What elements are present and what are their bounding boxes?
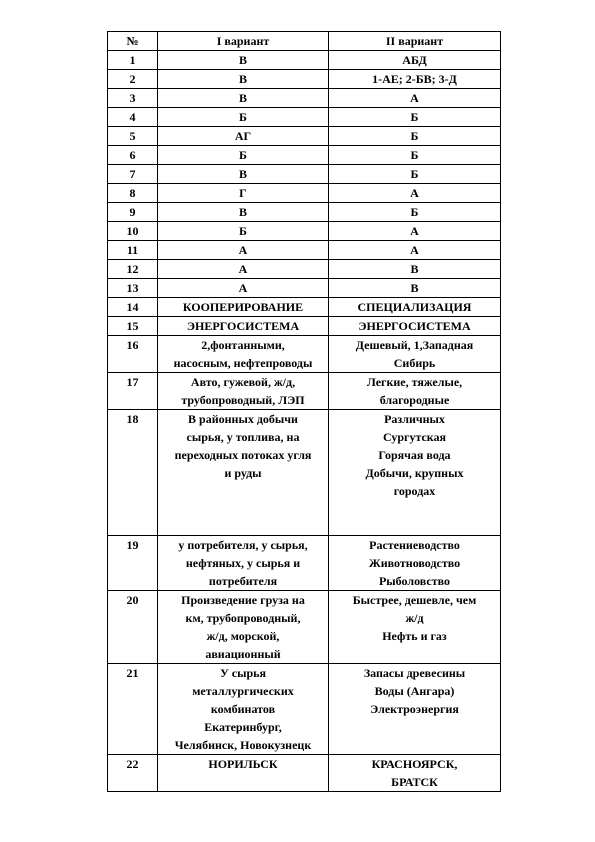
variant-2-answer xyxy=(329,536,501,591)
variant-1-answer xyxy=(158,165,329,184)
answer-line: КООПЕРИРОВАНИЕ xyxy=(182,300,304,314)
row-number: 14 xyxy=(108,298,158,317)
variant-1-answer xyxy=(158,51,329,70)
answer-line: Запасы древесины xyxy=(363,666,466,680)
answer-line: трубопроводный, ЛЭП xyxy=(181,393,305,407)
variant-1-answer xyxy=(158,591,329,664)
variant-1-answer xyxy=(158,279,329,298)
variant-2-answer xyxy=(329,108,501,127)
answer-line: Быстрее, дешевле, чем xyxy=(352,593,477,607)
row-number: 4 xyxy=(108,108,158,127)
answer-line: В xyxy=(238,91,247,105)
answer-line: А xyxy=(410,243,419,257)
answer-line: благородные xyxy=(379,393,450,407)
answer-line: ж/д xyxy=(405,611,424,625)
answer-line: ЭНЕРГОСИСТЕМА xyxy=(358,319,471,333)
table-row xyxy=(108,298,501,317)
answer-line: А xyxy=(410,91,419,105)
variant-1-answer xyxy=(158,127,329,146)
row-number: 3 xyxy=(108,89,158,108)
variant-1-answer xyxy=(158,89,329,108)
variant-2-answer xyxy=(329,241,501,260)
answer-line: Б xyxy=(410,110,419,124)
answer-line: 1-АЕ; 2-БВ; 3-Д xyxy=(372,72,457,86)
variant-2-answer xyxy=(329,298,501,317)
header-number: № xyxy=(108,32,158,51)
table-row xyxy=(108,165,501,184)
answer-line: АБД xyxy=(402,53,427,67)
answer-line: В xyxy=(238,205,247,219)
answer-line: км, трубопроводный, xyxy=(185,611,301,625)
variant-2-answer xyxy=(329,410,501,536)
variant-2-answer xyxy=(329,222,501,241)
answer-line: НОРИЛЬСК xyxy=(208,757,278,771)
variant-2-answer xyxy=(329,317,501,336)
table-row xyxy=(108,146,501,165)
answer-line: Б xyxy=(239,110,247,124)
answer-line: Воды (Ангара) xyxy=(374,684,455,698)
answer-line: Б xyxy=(410,129,419,143)
header-variant-1: I вариант xyxy=(158,32,329,51)
variant-1-answer xyxy=(158,108,329,127)
answer-line: А xyxy=(410,224,419,238)
table-row xyxy=(108,89,501,108)
answer-line: КРАСНОЯРСК, xyxy=(371,757,458,771)
answer-line: ЭНЕРГОСИСТЕМА xyxy=(186,319,300,333)
table-row xyxy=(108,755,501,792)
table-row xyxy=(108,203,501,222)
row-number: 22 xyxy=(108,755,158,792)
table-row xyxy=(108,184,501,203)
table-row xyxy=(108,222,501,241)
variant-1-answer xyxy=(158,536,329,591)
answer-line: Рыболовство xyxy=(378,574,451,588)
row-number: 9 xyxy=(108,203,158,222)
row-number: 11 xyxy=(108,241,158,260)
row-number: 7 xyxy=(108,165,158,184)
variant-1-answer xyxy=(158,222,329,241)
answer-line: Г xyxy=(239,186,247,200)
variant-2-answer xyxy=(329,591,501,664)
answer-line: В xyxy=(410,281,419,295)
answer-line: потребителя xyxy=(208,574,278,588)
variant-1-answer xyxy=(158,664,329,755)
answer-line: Нефть и газ xyxy=(382,629,447,643)
variant-2-answer xyxy=(329,51,501,70)
answer-line: Б xyxy=(410,167,419,181)
answer-line: А xyxy=(410,186,419,200)
answer-line: металлургических xyxy=(192,684,294,698)
answer-line: Добычи, крупных xyxy=(365,466,464,480)
row-number: 21 xyxy=(108,664,158,755)
row-number: 2 xyxy=(108,70,158,89)
table-row xyxy=(108,373,501,410)
row-number: 10 xyxy=(108,222,158,241)
variant-1-answer xyxy=(158,373,329,410)
table-row xyxy=(108,127,501,146)
variant-1-answer xyxy=(158,298,329,317)
variant-2-answer xyxy=(329,127,501,146)
answer-line: Горячая вода xyxy=(378,448,451,462)
answer-line: СПЕЦИАЛИЗАЦИЯ xyxy=(357,300,472,314)
answer-line: нефтяных, у сырья и xyxy=(185,556,301,570)
answer-line: Различных xyxy=(384,412,445,426)
row-number: 13 xyxy=(108,279,158,298)
answer-line: А xyxy=(238,243,248,257)
variant-2-answer xyxy=(329,279,501,298)
table-row xyxy=(108,664,501,755)
answer-line: сырья, у топлива, на xyxy=(186,430,300,444)
answer-line: Легкие, тяжелые, xyxy=(366,375,463,389)
answer-line: насосным, нефтепроводы xyxy=(173,356,313,370)
header-row xyxy=(108,32,501,51)
variant-1-answer xyxy=(158,317,329,336)
answer-line: Б xyxy=(239,148,247,162)
answer-line: БРАТСК xyxy=(391,775,438,789)
row-number: 6 xyxy=(108,146,158,165)
row-number: 19 xyxy=(108,536,158,591)
answer-line: и руды xyxy=(224,466,262,480)
answer-line: Б xyxy=(410,205,419,219)
row-number: 15 xyxy=(108,317,158,336)
answer-line: Сургутская xyxy=(382,430,447,444)
table-row xyxy=(108,241,501,260)
variant-1-answer xyxy=(158,260,329,279)
variant-1-answer xyxy=(158,70,329,89)
table-row xyxy=(108,260,501,279)
table-row xyxy=(108,279,501,298)
answer-line: Произведение груза на xyxy=(181,593,305,607)
variant-2-answer xyxy=(329,260,501,279)
variant-2-answer xyxy=(329,184,501,203)
variant-2-answer xyxy=(329,70,501,89)
variant-2-answer xyxy=(329,336,501,373)
variant-1-answer xyxy=(158,203,329,222)
answer-line: В xyxy=(238,72,247,86)
variant-1-answer xyxy=(158,241,329,260)
variant-2-answer xyxy=(329,89,501,108)
answer-line: Животноводство xyxy=(368,556,461,570)
variant-1-answer xyxy=(158,410,329,536)
answer-line: АГ xyxy=(234,129,252,143)
answer-table xyxy=(107,31,501,792)
answer-line: 2,фонтанными, xyxy=(201,338,285,352)
row-number: 18 xyxy=(108,410,158,536)
variant-2-answer xyxy=(329,755,501,792)
answer-line: Сибирь xyxy=(393,356,436,370)
table-row xyxy=(108,410,501,536)
answer-line: авиационный xyxy=(205,647,281,661)
answer-line: ж/д, морской, xyxy=(206,629,280,643)
answer-line: В районных добычи xyxy=(188,412,298,426)
answer-line: городах xyxy=(393,484,436,498)
answer-line: А xyxy=(238,281,248,295)
header-variant-2: II вариант xyxy=(329,32,501,51)
answer-line: Челябинск, Новокузнецк xyxy=(174,738,312,752)
answer-line: А xyxy=(238,262,248,276)
answer-line: у потребителя, у сырья, xyxy=(178,538,308,552)
row-number: 8 xyxy=(108,184,158,203)
variant-2-answer xyxy=(329,203,501,222)
answer-line: У сырья xyxy=(219,666,266,680)
variant-2-answer xyxy=(329,146,501,165)
variant-1-answer xyxy=(158,184,329,203)
table-row xyxy=(108,108,501,127)
answer-line: Б xyxy=(410,148,419,162)
variant-2-answer xyxy=(329,165,501,184)
variant-1-answer xyxy=(158,755,329,792)
answer-line: Электроэнергия xyxy=(370,702,459,716)
answer-line: комбинатов xyxy=(210,702,276,716)
answer-line: Екатеринбург, xyxy=(204,720,282,734)
table-row xyxy=(108,317,501,336)
answer-line: Дешевый, 1,Западная xyxy=(355,338,474,352)
answer-line: В xyxy=(238,53,247,67)
row-number: 5 xyxy=(108,127,158,146)
row-number: 1 xyxy=(108,51,158,70)
table-row xyxy=(108,336,501,373)
table-row xyxy=(108,51,501,70)
answer-line: Авто, гужевой, ж/д, xyxy=(190,375,296,389)
answer-line: В xyxy=(410,262,419,276)
variant-2-answer xyxy=(329,373,501,410)
answer-line: Б xyxy=(239,224,247,238)
answer-line: В xyxy=(238,167,247,181)
row-number: 17 xyxy=(108,373,158,410)
table-row xyxy=(108,536,501,591)
variant-1-answer xyxy=(158,336,329,373)
table-body xyxy=(108,51,501,792)
table-row xyxy=(108,70,501,89)
row-number: 20 xyxy=(108,591,158,664)
variant-2-answer xyxy=(329,664,501,755)
variant-1-answer xyxy=(158,146,329,165)
row-number: 16 xyxy=(108,336,158,373)
answer-line: переходных потоках угля xyxy=(174,448,312,462)
table-row xyxy=(108,591,501,664)
row-number: 12 xyxy=(108,260,158,279)
answer-line: Растениеводство xyxy=(369,538,460,552)
